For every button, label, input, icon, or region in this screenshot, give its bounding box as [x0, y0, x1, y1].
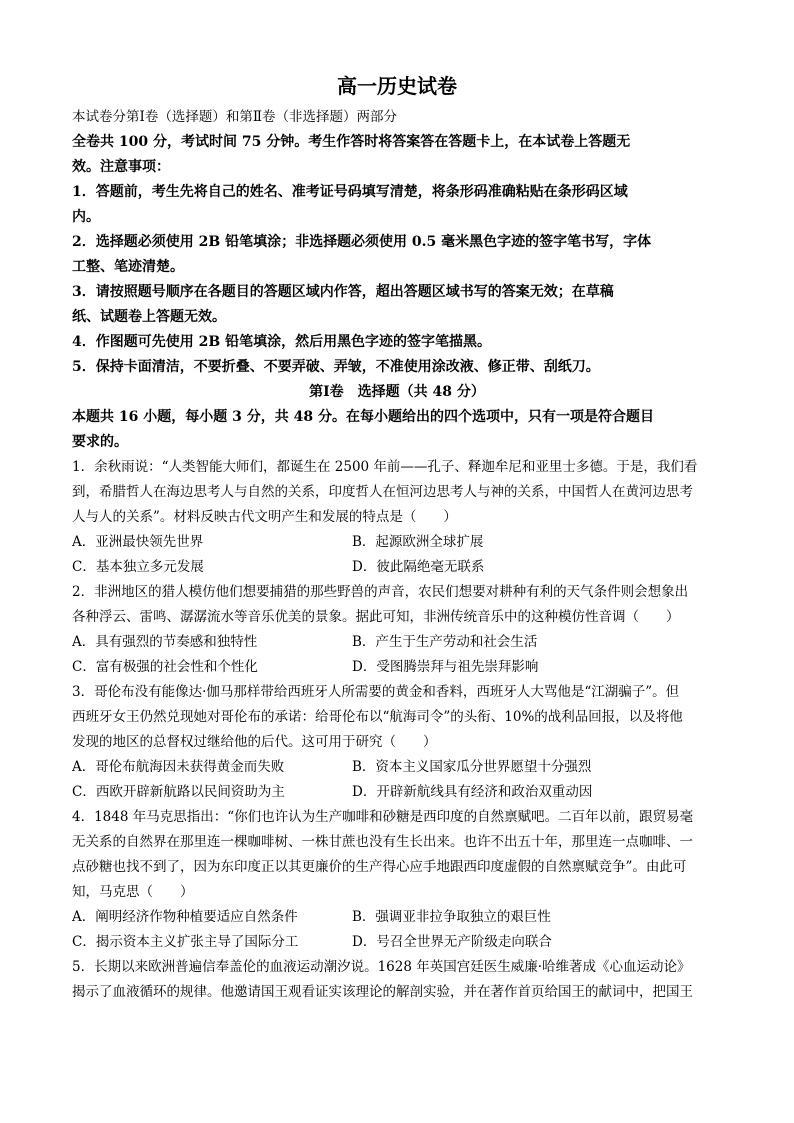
question-text: 知，马克思（ ） [72, 884, 194, 900]
notice-block [72, 130, 722, 380]
option-c: C．基本独立多元发展 [72, 559, 204, 575]
notice-line: 全卷共 100 分，考试时间 75 分钟。考生作答时将答案答在答题卡上，在本试卷上答题无 [72, 134, 631, 150]
option-row [72, 930, 722, 955]
notice-line: 工整、笔迹清楚。 [72, 259, 184, 275]
notice-line: 4．作图题可先使用 2B 铅笔填涂，然后用黑色字迹的签字笔描黑。 [72, 334, 492, 350]
option-d: D．受图腾崇拜与祖先崇拜影响 [352, 659, 539, 675]
option-c: C．揭示资本主义扩张主导了国际分工 [72, 934, 299, 950]
notice-line: 内。 [72, 209, 100, 225]
option-a: A．阐明经济作物种植要适应自然条件 [72, 909, 298, 925]
option-row [72, 780, 722, 805]
question-5 [72, 955, 722, 1005]
question-text: 到，希腊哲人在海边思考人与自然的关系，印度哲人在恒河边思考人与神的关系，中国哲人在黄河边思考 [72, 484, 693, 500]
option-row [72, 755, 722, 780]
question-text: 1．余秋雨说：“人类智能大师们，都诞生在 2500 年前——孔子、释迦牟尼和亚里士多德。于是，我们看 [72, 459, 698, 475]
question-4 [72, 805, 722, 955]
question-3 [72, 680, 722, 805]
option-row [72, 655, 722, 680]
intro-text: 本试卷分第Ⅰ卷（选择题）和第Ⅱ卷（非选择题）两部分 [72, 109, 398, 125]
option-a: A．亚洲最快领先世界 [72, 534, 204, 550]
option-b: B．产生于生产劳动和社会生活 [352, 634, 538, 650]
notice-line: 2．选择题必须使用 2B 铅笔填涂；非选择题必须使用 0.5 毫米黑色字迹的签字笔书写，字体 [72, 234, 652, 250]
option-d: D．号召全世界无产阶级走向联合 [352, 934, 552, 950]
notice-line: 5．保持卡面清洁，不要折叠、不要弄破、弄皱，不准使用涂改液、修正带、刮纸刀。 [72, 359, 600, 375]
option-b: B．资本主义国家瓜分世界愿望十分强烈 [352, 759, 592, 775]
question-text: 西班牙女王仍然兑现她对哥伦布的承诺：给哥伦布以“航海司令”的头衔、10%的战利品回报，以及将他 [72, 709, 683, 725]
section-desc-line: 要求的。 [72, 434, 128, 450]
notice-line: 效。注意事项： [72, 159, 170, 175]
option-row [72, 530, 722, 555]
option-c: C．西欧开辟新航路以民间资助为主 [72, 784, 285, 800]
option-row [72, 555, 722, 580]
question-text: 5．长期以来欧洲普遍信奉盖伦的血液运动潮汐说。1628 年英国宫廷医生威廉·哈维著成《心血运动论》 [72, 959, 691, 975]
option-b: B．强调亚非拉争取独立的艰巨性 [352, 909, 551, 925]
question-text: 4．1848 年马克思指出：“你们也许认为生产咖啡和砂糖是西印度的自然禀赋吧。二百年以前，跟贸易毫 [72, 809, 694, 825]
question-text: 各种浮云、雷鸣、潺潺流水等音乐优美的景象。据此可知，非洲传统音乐中的这种模仿性音调（ ） [72, 609, 680, 625]
exam-page [72, 64, 722, 1005]
option-row [72, 630, 722, 655]
section-heading: 第Ⅰ卷 选择题（共 48 分） [309, 384, 485, 400]
notice-line: 3．请按照题号顺序在各题目的答题区域内作答，超出答题区域书写的答案无效；在草稿 [72, 284, 614, 300]
section-desc-line: 本题共 16 小题，每小题 3 分，共 48 分。在每小题给出的四个选项中，只有一项是符合题目 [72, 409, 654, 425]
option-b: B．起源欧洲全球扩展 [352, 534, 484, 550]
option-d: D．开辟新航线具有经济和政治双重动因 [352, 784, 593, 800]
question-1 [72, 455, 722, 580]
option-row [72, 905, 722, 930]
option-a: A．哥伦布航海因未获得黄金而失败 [72, 759, 285, 775]
question-text: 点砂糖也找不到了，因为东印度正以其更廉价的生产得心应手地跟西印度虚假的自然禀赋竞争”。由此可 [72, 859, 687, 875]
option-d: D．彼此隔绝毫无联系 [352, 559, 485, 575]
question-text: 2．非洲地区的猎人模仿他们想要捕猎的那些野兽的声音，农民们想要对耕种有利的天气条件则会想象出 [72, 584, 689, 600]
question-text: 无关系的自然界在那里连一棵咖啡树、一株甘蔗也没有生长出来。也许不出五十年，那里连一点咖啡、一 [72, 834, 693, 850]
question-text: 3．哥伦布没有能像达·伽马那样带给西班牙人所需要的黄金和香料，西班牙人大骂他是“江湖骗子”。但 [72, 684, 680, 700]
question-text: 发现的地区的总督权过继给他的后代。这可用于研究（ ） [72, 734, 437, 750]
notice-line: 纸、试题卷上答题无效。 [72, 309, 226, 325]
question-2 [72, 580, 722, 680]
option-a: A．具有强烈的节奏感和独特性 [72, 634, 258, 650]
question-text: 人与人的关系”。材料反映古代文明产生和发展的特点是（ ） [72, 509, 457, 525]
notice-line: 1．答题前，考生先将自己的姓名、准考证号码填写清楚，将条形码准确粘贴在条形码区域 [72, 184, 628, 200]
page-title: 高一历史试卷 [337, 74, 457, 98]
option-c: C．富有极强的社会性和个性化 [72, 659, 258, 675]
question-text: 揭示了血液循环的规律。他邀请国王观看证实该理论的解剖实验，并在著作首页给国王的献词中，把国王 [72, 984, 693, 1000]
